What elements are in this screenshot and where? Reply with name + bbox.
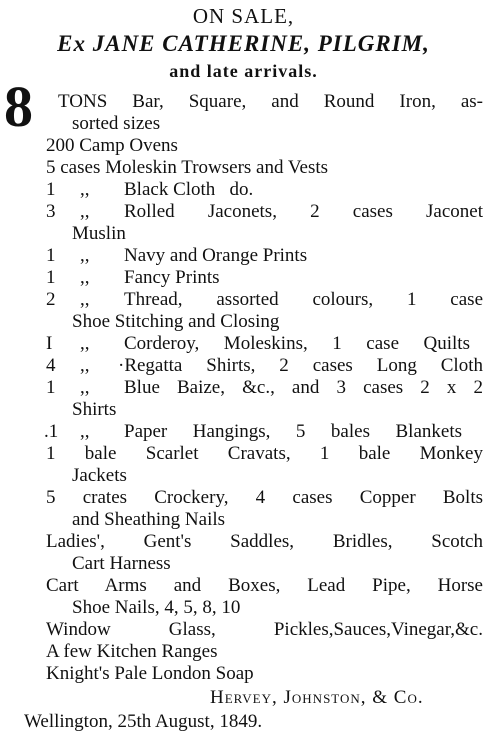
item-quantity: I <box>46 333 53 354</box>
item-quantity: 1 <box>46 377 56 398</box>
item-quantity: 1 <box>46 179 56 200</box>
heading-on-sale: ON SALE, <box>192 4 295 28</box>
item-line: Rolled Jaconets, 2 cases Jaconet <box>124 201 483 222</box>
item-line: and Sheathing Nails <box>72 509 226 530</box>
heading-late-arrivals: and late arrivals. <box>169 61 318 81</box>
item-line: 5 cases Moleskin Trowsers and Vests <box>46 157 329 178</box>
item-quantity: 1 <box>46 267 56 288</box>
ditto-mark: ,, <box>80 245 90 266</box>
item-line: Fancy Prints <box>124 267 220 288</box>
item-line: Shoe Nails, 4, 5, 8, 10 <box>72 597 241 618</box>
item-line: 5 crates Crockery, 4 cases Copper Bolts <box>46 487 483 508</box>
item-line: Muslin <box>72 223 126 244</box>
ditto-mark: ,, <box>80 377 90 398</box>
drop-cap: 8 <box>4 74 33 139</box>
item-quantity: 1 <box>46 245 56 266</box>
ditto-mark: ,, <box>80 355 90 376</box>
item-line: Knight's Pale London Soap <box>46 663 254 684</box>
item-line: Ladies', Gent's Saddles, Bridles, Scotch <box>46 531 483 552</box>
item-line: 200 Camp Ovens <box>46 135 178 156</box>
merchant-signature: Hervey, Johnston, & Co. <box>210 687 424 708</box>
item-line: Cart Harness <box>72 553 171 574</box>
ditto-mark: ,, <box>80 267 90 288</box>
dateline: Wellington, 25th August, 1849. <box>24 711 263 732</box>
item-line: Shirts <box>72 399 117 420</box>
item-line: Black Cloth do. <box>124 179 254 200</box>
item-line: Thread, assorted colours, 1 case <box>124 289 483 310</box>
item-line: ·Regatta Shirts, 2 cases Long Cloth <box>118 355 483 376</box>
item-line: TONS Bar, Square, and Round Iron, as- <box>58 91 483 112</box>
item-line: Jackets <box>72 465 127 486</box>
item-line: Corderoy, Moleskins, 1 case Quilts <box>124 333 470 354</box>
heading-ships: Ex JANE CATHERINE, PILGRIM, <box>57 31 430 56</box>
ditto-mark: ,, <box>80 179 90 200</box>
item-line: Navy and Orange Prints <box>124 245 308 266</box>
item-quantity: 4 <box>46 355 56 376</box>
ditto-mark: ,, <box>80 289 90 310</box>
item-line: Cart Arms and Boxes, Lead Pipe, Horse <box>46 575 483 596</box>
ditto-mark: ,, <box>80 421 90 442</box>
item-line: sorted sizes <box>72 113 161 134</box>
item-quantity: 3 <box>46 201 56 222</box>
ditto-mark: ,, <box>80 201 90 222</box>
item-quantity: 2 <box>46 289 56 310</box>
item-line: Shoe Stitching and Closing <box>72 311 280 332</box>
item-line: Paper Hangings, 5 bales Blankets <box>124 421 462 442</box>
item-line: Window Glass, Pickles,Sauces,Vinegar,&c. <box>46 619 483 640</box>
item-line: 1 bale Scarlet Cravats, 1 bale Monkey <box>46 443 483 464</box>
ditto-mark: ,, <box>80 333 90 354</box>
item-quantity: .1 <box>44 421 59 442</box>
item-line: A few Kitchen Ranges <box>46 641 218 662</box>
item-line: Blue Baize, &c., and 3 cases 2 x 2 <box>124 377 483 398</box>
